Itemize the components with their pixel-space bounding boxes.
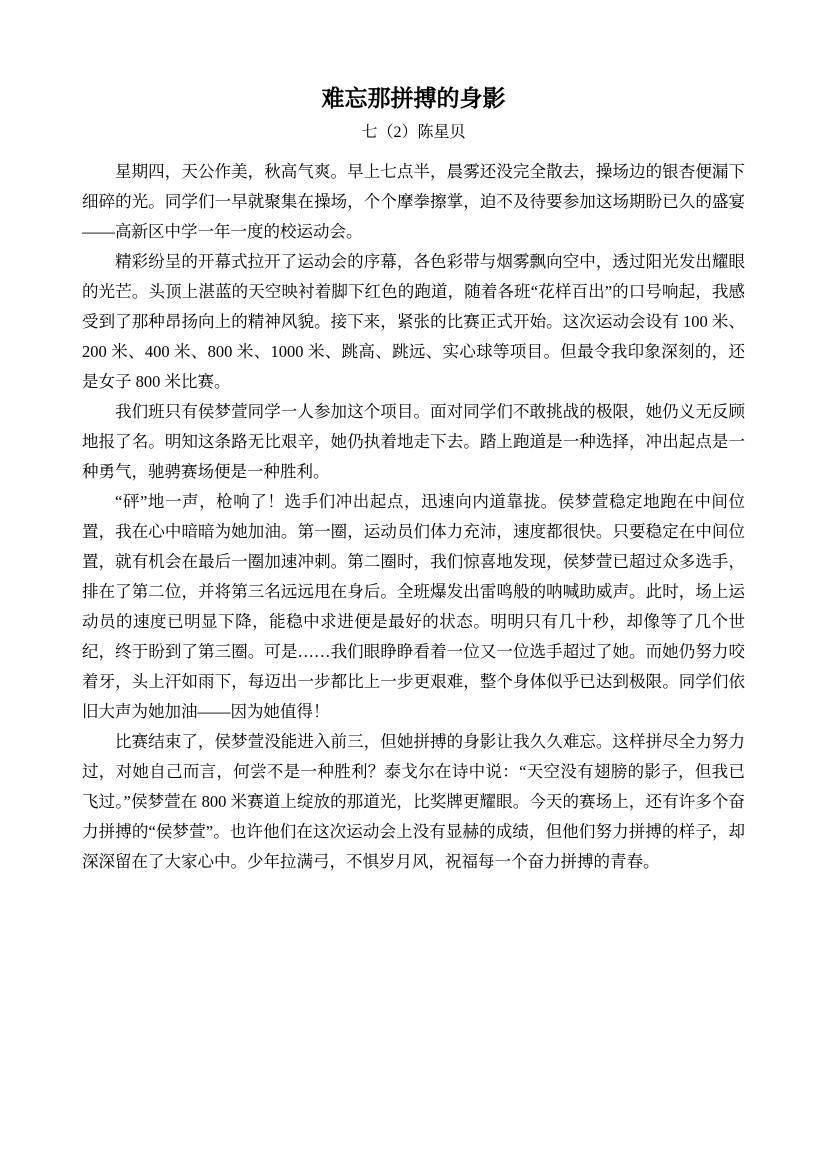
paragraph-4: “砰”地一声，枪响了！选手们冲出起点，迅速向内道靠拢。侯梦萱稳定地跑在中间位置，我在心中暗暗为她加油。第一圈，运动员们体力充沛，速度都很快。只要稳定在中间位置，就有机会在最后一圈加速冲刺。第二圈时，我们惊喜地发现，侯梦萱已超过众多选手，排在了第二位，并将第三名远远甩在身后。全班爆发出雷鸣般的呐喊助威声。此时，场上运动员的速度已明显下降，能稳中求进便是最好的状态。明明只有几十秒，却像等了几个世纪，终于盼到了第三圈。可是……我们眼睁睁看着一位又一位选手超过了她。而她仍努力咬着牙，头上汗如雨下，每迈出一步都比上一步更艰难，整个身体似乎已达到极限。同学们依旧大声为她加油——因为她值得！	[82, 491, 745, 721]
paragraph-2: 精彩纷呈的开幕式拉开了运动会的序幕，各色彩带与烟雾飘向空中，透过阳光发出耀眼的光芒。头顶上湛蓝的天空映衬着脚下红色的跑道，随着各班“花样百出”的口号响起，我感受到了那种昂扬向上的精神风貌。接下来，紧张的比赛正式开始。这次运动会设有 100 米、200 米、400 米、800 米、1000 米、跳高、跳远、实心球等项目。但最令我印象深刻的，还是女子 800 米比赛。	[82, 251, 745, 391]
paragraph-1: 星期四，天公作美，秋高气爽。早上七点半，晨雾还没完全散去，操场边的银杏便漏下细碎的光。同学们一早就聚集在操场，个个摩拳擦掌，迫不及待要参加这场期盼已久的盛宴——高新区中学一年一度的校运动会。	[82, 161, 745, 241]
paragraph-3: 我们班只有侯梦萱同学一人参加这个项目。面对同学们不敢挑战的极限，她仍义无反顾地报了名。明知这条路无比艰辛，她仍执着地走下去。踏上跑道是一种选择，冲出起点是一种勇气，驰骋赛场便是一种胜利。	[82, 401, 745, 481]
document-byline: 七（2）陈星贝	[361, 123, 466, 141]
paragraph-5: 比赛结束了，侯梦萱没能进入前三，但她拼搏的身影让我久久难忘。这样拼尽全力努力过，对她自己而言，何尝不是一种胜利？泰戈尔在诗中说：“天空没有翅膀的影子，但我已飞过。”侯梦萱在 800 米赛道上绽放的那道光，比奖牌更耀眼。今天的赛场上，还有许多个奋力拼搏的“侯梦萱”。也许他们在这次运动会上没有显赫的成绩，但他们努力拼搏的样子，却深深留在了大家心中。少年拉满弓，不惧岁月风，祝福每一个奋力拼搏的青春。	[82, 731, 745, 871]
document-body	[82, 157, 745, 877]
document-title: 难忘那拼搏的身影	[321, 86, 506, 111]
